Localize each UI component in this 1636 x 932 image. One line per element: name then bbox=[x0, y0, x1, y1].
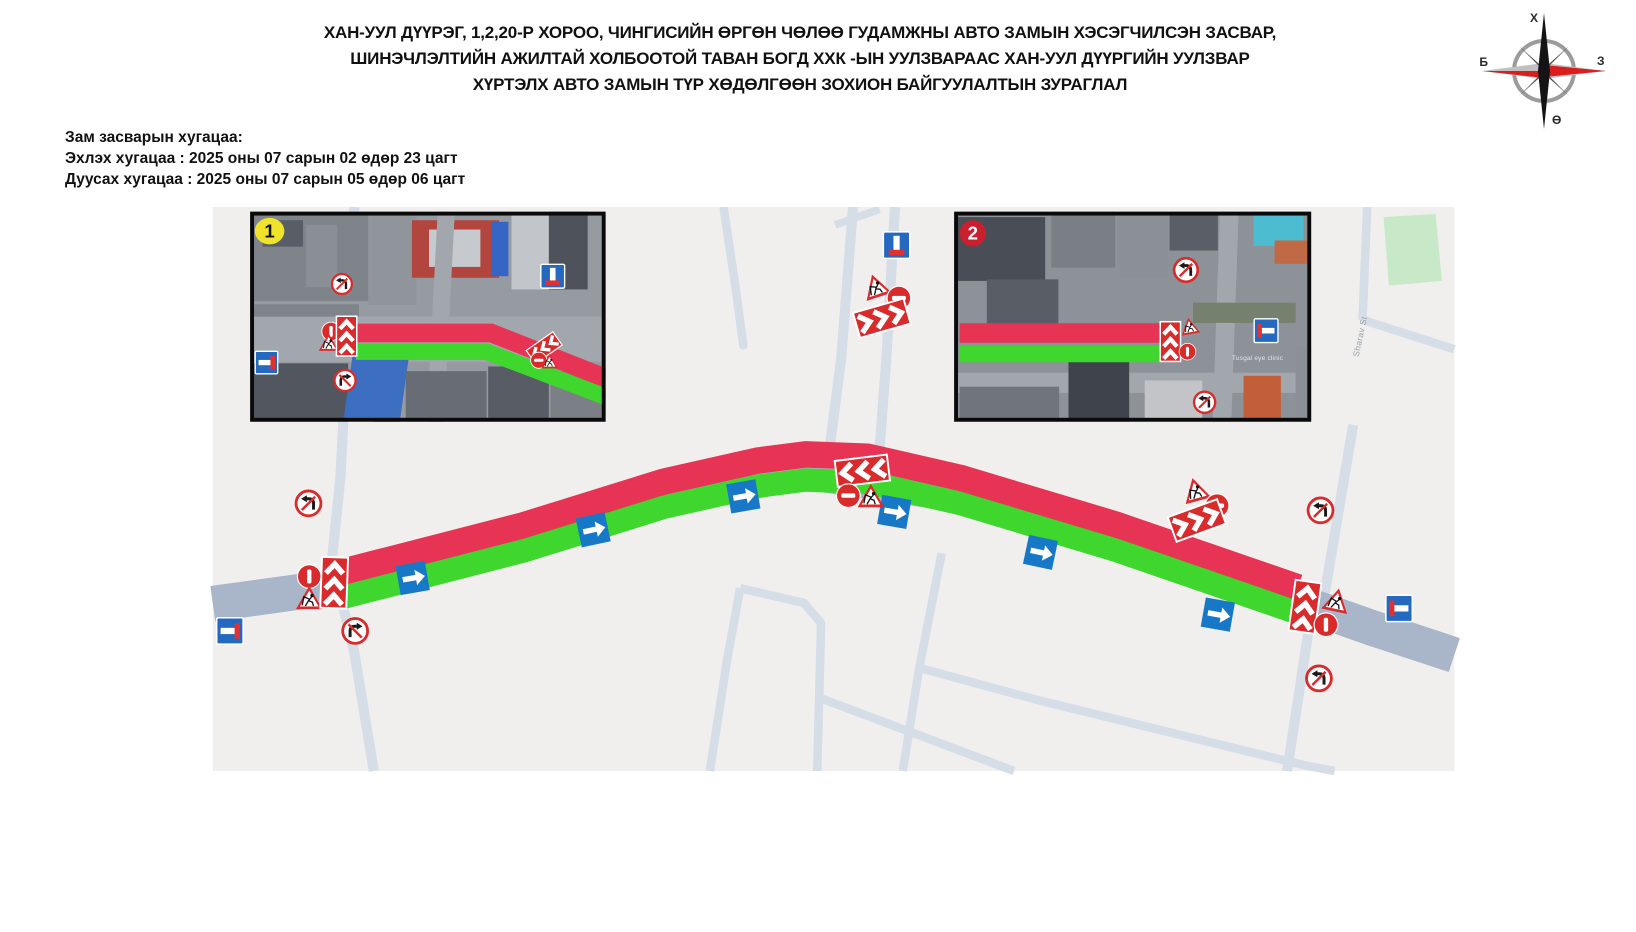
chevron-v-sign bbox=[336, 316, 358, 357]
deadend-sign bbox=[1386, 595, 1412, 621]
traffic-map bbox=[0, 207, 1636, 932]
arrow-sign bbox=[726, 479, 760, 513]
inset-number: 2 bbox=[967, 222, 978, 244]
no-left-sign bbox=[1174, 258, 1198, 282]
compass-north-label: Х bbox=[1529, 11, 1538, 25]
schedule-end: Дуусах хугацаа : 2025 оны 07 сарын 05 өдөр 06 цагт bbox=[65, 171, 466, 188]
no-right-sign bbox=[334, 370, 355, 391]
satellite-block bbox=[1051, 212, 1115, 268]
deadend-sign bbox=[255, 351, 277, 373]
arrow-sign bbox=[1201, 597, 1235, 631]
title-line-1: ХАН-УУЛ ДҮҮРЭГ, 1,2,20-Р ХОРОО, ЧИНГИСИЙН ӨРГӨН ЧӨЛӨӨ ГУДАМЖНЫ АВТО ЗАМЫН ХЭСЭГЧИЛСЭН ЗАСВАР, bbox=[323, 23, 1277, 42]
satellite-block bbox=[1275, 240, 1308, 263]
sharav-street bbox=[1363, 207, 1368, 320]
inset-satellite-map-2 bbox=[954, 211, 1311, 423]
compass-west-label: Б bbox=[1479, 55, 1488, 69]
inset-satellite-map-1 bbox=[250, 211, 605, 425]
no-entry-sign bbox=[297, 564, 322, 589]
satellite-block bbox=[491, 222, 508, 276]
title-line-2: ШИНЭЧЛЭЛТИЙН АЖИЛТАЙ ХОЛБООТОЙ ТАВАН БОГД ХХК -ЫН УУЛЗВАРААС ХАН-УУЛ ДҮҮРГИЙН УУЛЗВАР bbox=[350, 49, 1250, 68]
chevron-v-sign bbox=[1159, 321, 1181, 362]
compass-south-label: Ө bbox=[1552, 113, 1562, 127]
no-entry-sign bbox=[836, 483, 861, 508]
arrow-sign bbox=[396, 561, 430, 595]
title-line-3: ХҮРТЭЛХ АВТО ЗАМЫН ТҮР ХӨДӨЛГӨӨН ЗОХИОН БАЙГУУЛАЛТЫН ЗУРАГЛАЛ bbox=[472, 75, 1128, 94]
satellite-block bbox=[987, 279, 1059, 327]
schedule-heading: Зам засварын хугацаа: bbox=[65, 129, 243, 146]
satellite-block bbox=[344, 352, 409, 425]
satellite-block bbox=[1170, 212, 1218, 251]
park-area bbox=[1384, 214, 1442, 286]
compass-rose-icon bbox=[1478, 4, 1618, 139]
satellite-block bbox=[406, 371, 487, 422]
no-entry-sign bbox=[1179, 343, 1196, 360]
satellite-block bbox=[306, 225, 337, 287]
no-left-sign bbox=[1308, 498, 1333, 523]
no-entry-sign bbox=[1314, 612, 1339, 637]
clinic-poi-label: Tusgal eye clinic bbox=[1231, 355, 1284, 363]
inset-number: 1 bbox=[264, 220, 275, 242]
deadend-sign bbox=[1254, 319, 1278, 343]
deadend-sign bbox=[217, 618, 243, 644]
repair-schedule bbox=[65, 127, 465, 190]
no-left-sign bbox=[1307, 666, 1332, 691]
deadend-sign bbox=[883, 232, 909, 258]
arrow-sign bbox=[877, 495, 911, 529]
schedule-start: Эхлэх хугацаа : 2025 оны 07 сарын 02 өдөр 23 цагт bbox=[65, 150, 458, 167]
arrow-sign bbox=[576, 512, 611, 547]
no-left-sign bbox=[296, 491, 321, 516]
no-right-sign bbox=[343, 619, 368, 644]
street-name-label: Sharav St bbox=[1350, 315, 1370, 358]
no-left-sign bbox=[1194, 392, 1215, 413]
chevron-v-sign bbox=[319, 556, 349, 610]
satellite-block bbox=[1244, 376, 1281, 422]
satellite-block bbox=[1119, 212, 1167, 277]
deadend-sign bbox=[541, 264, 565, 288]
satellite-block bbox=[960, 387, 1060, 422]
no-left-sign bbox=[332, 274, 352, 294]
satellite-block bbox=[368, 212, 416, 305]
page-title bbox=[218, 20, 1382, 98]
arrow-sign bbox=[1023, 535, 1058, 570]
compass-east-label: З bbox=[1597, 54, 1605, 68]
satellite-block bbox=[1193, 303, 1296, 323]
